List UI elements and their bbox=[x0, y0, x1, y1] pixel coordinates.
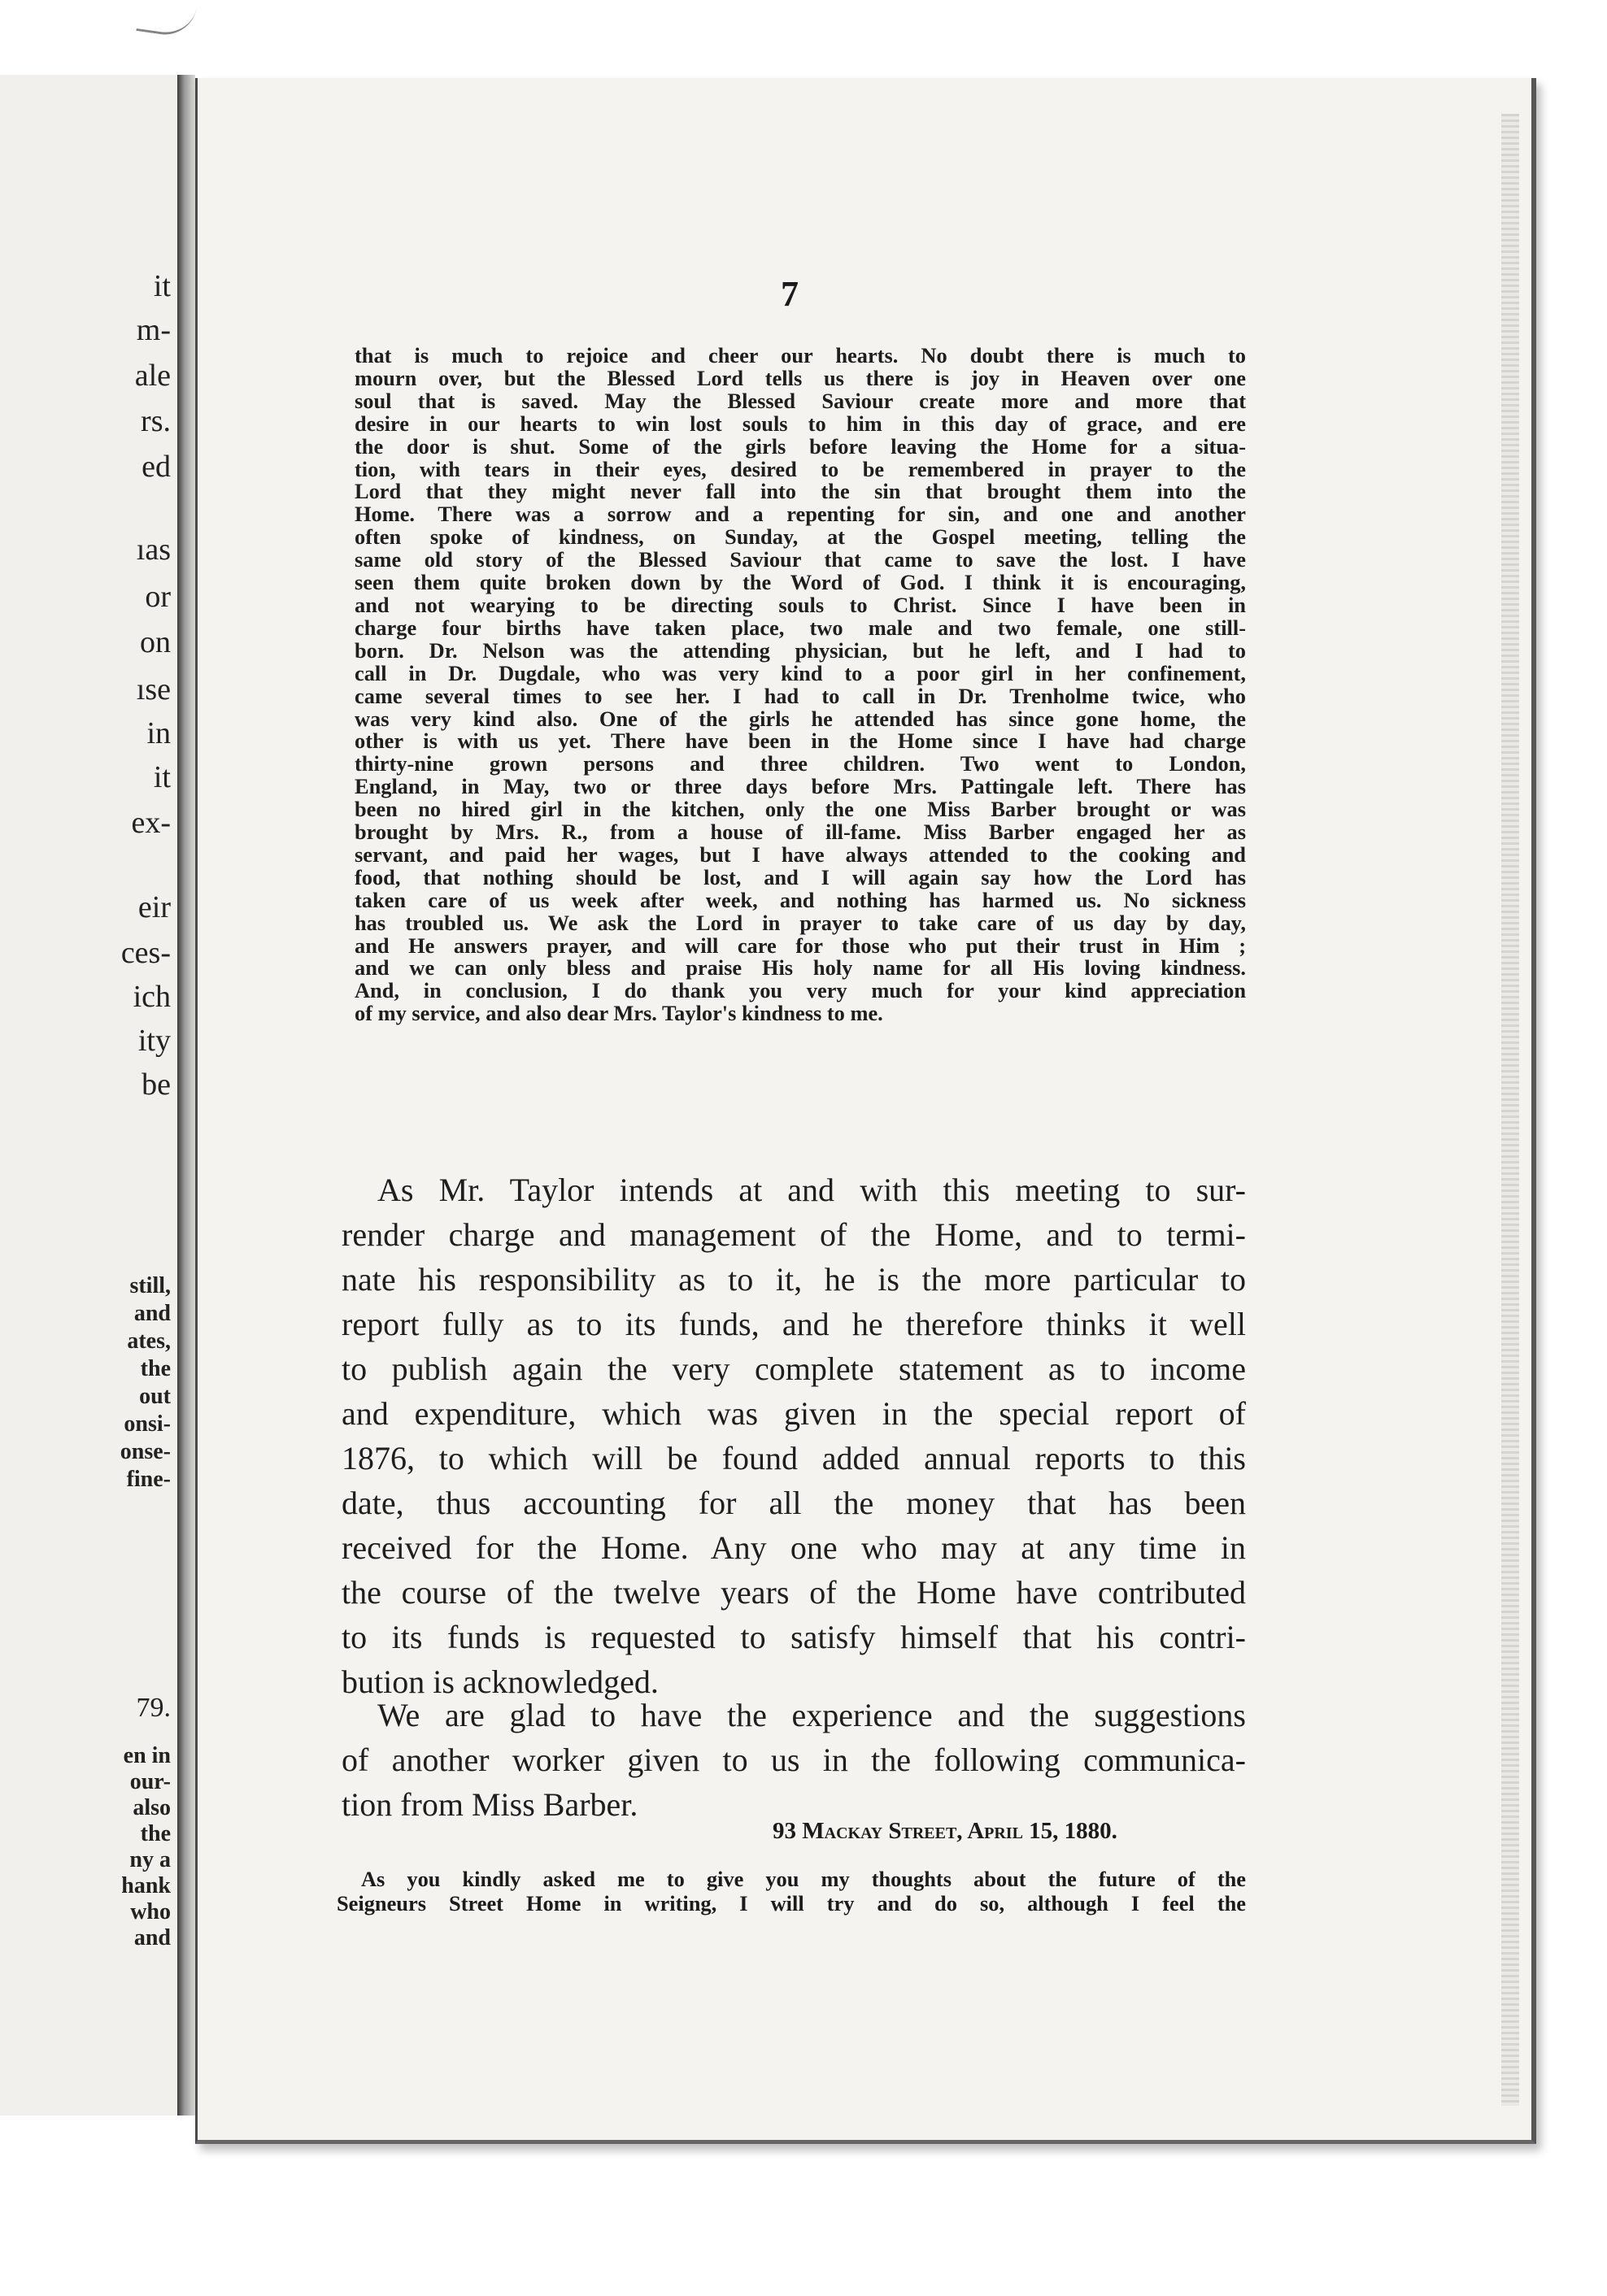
dateline-text: 93 Mackay Street, April 15, 1880. bbox=[773, 1818, 1117, 1844]
report-letter-text bbox=[355, 345, 1246, 1025]
taylor-paragraph-line: render charge and management of the Home, and to termi- bbox=[342, 1216, 1246, 1253]
facing-page-fragment: on bbox=[140, 625, 171, 659]
facing-page-fragment: and bbox=[133, 1301, 171, 1326]
report-line: servant, and paid her wages, but I have always attended to the cooking and bbox=[355, 841, 1246, 867]
facing-page-fragment: eir bbox=[137, 890, 171, 924]
report-line: call in Dr. Dugdale, who was very kind to a poor girl in her confinement, bbox=[355, 660, 1246, 685]
report-line: the door is shut. Some of the girls before leaving the Home for a situa- bbox=[355, 433, 1246, 459]
facing-page-fragment: it bbox=[153, 269, 171, 303]
facing-page-fragment: m- bbox=[136, 313, 171, 347]
facing-page-fragment: it bbox=[153, 760, 171, 794]
report-line: been no hired girl in the kitchen, only the one Miss Barber brought or was bbox=[355, 797, 1246, 822]
report-line: has troubled us. We ask the Lord in prayer to take care of us day by day, bbox=[355, 910, 1246, 935]
paragraph-barber bbox=[342, 1693, 1246, 1827]
report-line: other is with us yet. There have been in the Home since I have had charge bbox=[355, 728, 1246, 754]
report-line: that is much to rejoice and cheer our hearts. No doubt there is much to bbox=[355, 343, 1246, 367]
facing-page-fragment: onse- bbox=[120, 1439, 171, 1464]
facing-page-fragment: ale bbox=[134, 359, 171, 393]
taylor-paragraph-line: received for the Home. Any one who may at any time in bbox=[342, 1529, 1246, 1566]
facing-page-fragment: ich bbox=[133, 980, 171, 1014]
barber-paragraph-line: of another worker given to us in the following communica- bbox=[342, 1742, 1246, 1778]
facing-page-fragment: and bbox=[133, 1925, 171, 1950]
facing-page-fragment: hank bbox=[121, 1873, 171, 1898]
page-stack-edge bbox=[1501, 114, 1519, 2106]
facing-page-fragment: onsi- bbox=[124, 1411, 171, 1437]
page-number: 7 bbox=[781, 274, 799, 314]
facing-page-fragment: in bbox=[146, 716, 171, 750]
paragraph-taylor bbox=[342, 1168, 1246, 1704]
taylor-paragraph-line: report fully as to its funds, and he therefore thinks it well bbox=[342, 1306, 1246, 1342]
report-line: and He answers prayer, and will care for those who put their trust in Him ; bbox=[355, 933, 1246, 958]
facing-page-fragment: the bbox=[140, 1356, 171, 1381]
facing-page-fragment: who bbox=[130, 1899, 171, 1924]
report-line: of my service, and also dear Mrs. Taylor's kindness to me. bbox=[355, 1001, 883, 1026]
report-line: born. Dr. Nelson was the attending physician, but he left, and I had to bbox=[355, 637, 1246, 663]
report-line: often spoke of kindness, on Sunday, at the Gospel meeting, telling the bbox=[355, 524, 1246, 550]
report-line: and we can only bless and praise His holy name for all His loving kindness. bbox=[355, 955, 1246, 981]
taylor-paragraph-line: nate his responsibility as to it, he is the more particular to bbox=[342, 1261, 1246, 1298]
facing-page-fragment: ıse bbox=[136, 672, 171, 707]
report-line: came several times to see her. I had to call in Dr. Trenholme twice, who bbox=[355, 683, 1246, 708]
facing-page-fragment: still, bbox=[129, 1273, 171, 1298]
facing-page-fragment: our- bbox=[129, 1769, 171, 1794]
report-line: charge four births have taken place, two male and two female, one still- bbox=[355, 615, 1246, 640]
facing-page-fragment: rs. bbox=[141, 404, 171, 438]
facing-page-fragment: ıas bbox=[136, 533, 171, 567]
facing-page-fragment: be bbox=[142, 1068, 171, 1102]
report-line: and not wearying to be directing souls to Christ. Since I have been in bbox=[355, 592, 1246, 617]
report-line: England, in May, two or three days before Mrs. Pattingale left. There has bbox=[355, 774, 1246, 799]
taylor-paragraph-line: 1876, to which will be found added annual reports to this bbox=[342, 1440, 1246, 1476]
report-line: Lord that they might never fall into the sin that brought them into the bbox=[355, 479, 1246, 504]
barber-paragraph-line: We are glad to have the experience and the suggestions bbox=[377, 1697, 1246, 1733]
facing-page-fragment: ates, bbox=[127, 1328, 171, 1354]
report-line: food, that nothing should be lost, and I will again say how the Lord has bbox=[355, 864, 1246, 889]
report-line: Home. There was a sorrow and a repenting for sin, and one and another bbox=[355, 502, 1246, 527]
facing-page-fragment: or bbox=[145, 580, 171, 614]
report-line: soul that is saved. May the Blessed Saviour create more and more that bbox=[355, 388, 1246, 413]
taylor-paragraph-line: the course of the twelve years of the Home have contributed bbox=[342, 1574, 1246, 1611]
report-line: brought by Mrs. R., from a house of ill-fame. Miss Barber engaged her as bbox=[355, 820, 1246, 845]
facing-page-fragment: ny a bbox=[129, 1847, 171, 1872]
book-gutter bbox=[177, 75, 195, 2116]
letter-line: Seigneurs Street Home in writing, I will try and do so, although I feel the bbox=[337, 1891, 1246, 1916]
letter-line: As you kindly asked me to give you my thoughts about the future of the bbox=[361, 1867, 1246, 1891]
taylor-paragraph-line: and expenditure, which was given in the special report of bbox=[342, 1395, 1246, 1432]
taylor-paragraph-line: As Mr. Taylor intends at and with this meeting to sur- bbox=[377, 1172, 1246, 1208]
letter-dateline bbox=[773, 1818, 1117, 1845]
report-line: tion, with tears in their eyes, desired to be remembered in prayer to the bbox=[355, 456, 1246, 481]
facing-page-fragment: 79. bbox=[136, 1693, 171, 1723]
taylor-paragraph-line: to its funds is requested to satisfy himself that his contri- bbox=[342, 1619, 1246, 1655]
taylor-paragraph-line: date, thus accounting for all the money that has been bbox=[342, 1485, 1246, 1521]
facing-page-fragment: ex- bbox=[131, 806, 171, 840]
report-line: was very kind also. One of the girls he attended has since gone home, the bbox=[355, 706, 1246, 731]
facing-page-fragment: the bbox=[140, 1821, 171, 1846]
report-line: taken care of us week after week, and nothing has harmed us. No sickness bbox=[355, 887, 1246, 912]
report-line: desire in our hearts to win lost souls to him in this day of grace, and ere bbox=[355, 411, 1246, 436]
letter-opening bbox=[337, 1867, 1246, 1916]
facing-page-fragment: ity bbox=[137, 1024, 171, 1058]
barber-paragraph-line: tion from Miss Barber. bbox=[342, 1786, 638, 1823]
report-line: mourn over, but the Blessed Lord tells us there is joy in Heaven over one bbox=[355, 365, 1246, 390]
facing-page-fragment: ces- bbox=[120, 936, 171, 970]
facing-page-fragment: ed bbox=[142, 450, 171, 484]
report-line: And, in conclusion, I do thank you very much for your kind appreciation bbox=[355, 978, 1246, 1003]
taylor-paragraph-line: to publish again the very complete statement as to income bbox=[342, 1350, 1246, 1387]
report-line: thirty-nine grown persons and three children. Two went to London, bbox=[355, 751, 1246, 776]
facing-page-fragment: fine- bbox=[126, 1467, 171, 1492]
report-line: seen them quite broken down by the Word of God. I think it is encouraging, bbox=[355, 570, 1246, 595]
facing-page-fragment: also bbox=[133, 1795, 171, 1820]
facing-page-edge bbox=[0, 75, 181, 2116]
facing-page-fragment: en in bbox=[123, 1743, 171, 1768]
taylor-paragraph-line: bution is acknowledged. bbox=[342, 1663, 659, 1700]
report-line: same old story of the Blessed Saviour that came to save the lost. I have bbox=[355, 547, 1246, 572]
facing-page-fragment: out bbox=[139, 1384, 171, 1409]
